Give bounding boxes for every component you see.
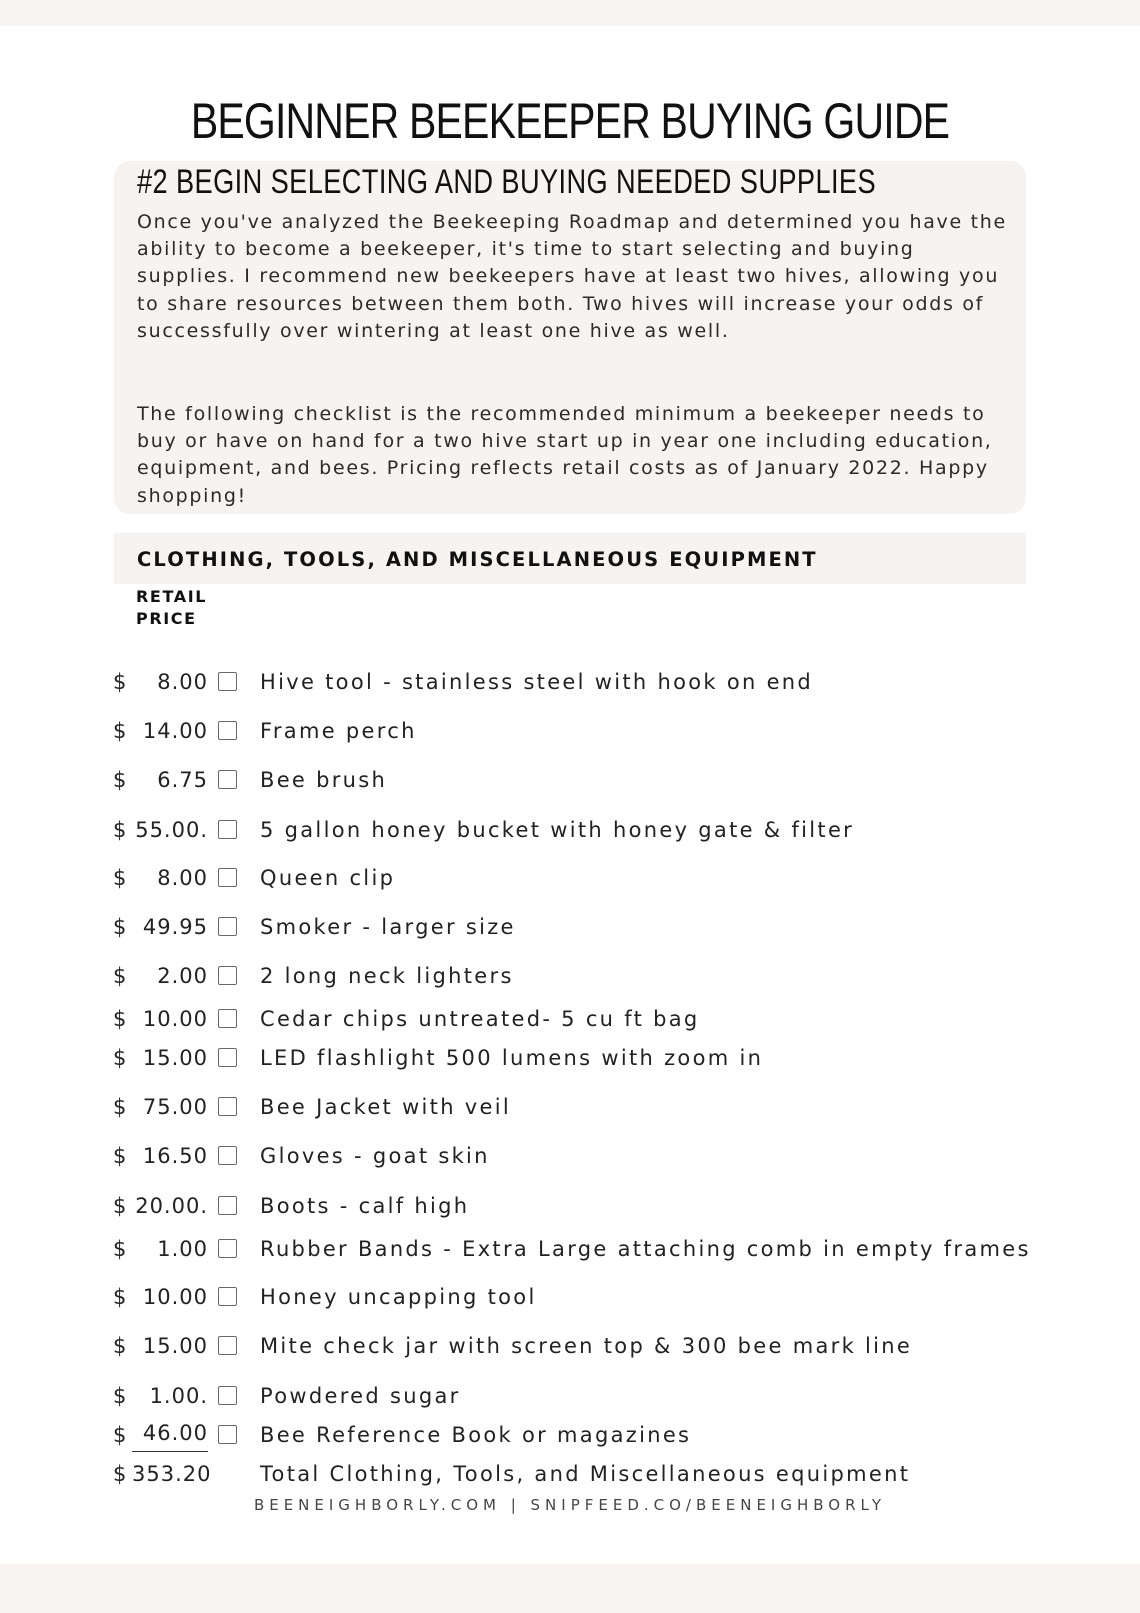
checklist-row xyxy=(0,1232,1140,1266)
item-checkbox[interactable] xyxy=(218,1146,237,1165)
item-checkbox[interactable] xyxy=(218,1196,237,1215)
checklist-row xyxy=(0,1379,1140,1413)
checklist-row xyxy=(0,1090,1140,1124)
item-price: 8.00 xyxy=(157,866,208,890)
item-checkbox[interactable] xyxy=(218,1336,237,1355)
item-price: 55.00. xyxy=(135,818,208,842)
currency-symbol: $ xyxy=(113,1285,127,1309)
item-price: 15.00 xyxy=(142,1046,208,1070)
item-price: 2.00 xyxy=(157,964,208,988)
item-label: Bee Reference Book or magazines xyxy=(260,1423,692,1447)
item-price: 15.00 xyxy=(142,1334,208,1358)
currency-symbol: $ xyxy=(113,964,127,988)
item-price: 1.00. xyxy=(149,1384,208,1408)
checklist-row xyxy=(0,959,1140,993)
currency-symbol: $ xyxy=(113,670,127,694)
currency-symbol: $ xyxy=(113,915,127,939)
checklist-row xyxy=(0,1041,1140,1075)
item-checkbox[interactable] xyxy=(218,917,237,936)
item-label: Bee brush xyxy=(260,768,388,792)
retail-price-label: RETAIL PRICE xyxy=(136,587,208,628)
checklist-row xyxy=(0,813,1140,847)
item-checkbox[interactable] xyxy=(218,721,237,740)
currency-symbol: $ xyxy=(113,1095,127,1119)
item-price: 14.00 xyxy=(142,719,208,743)
item-label: 5 gallon honey bucket with honey gate & filter xyxy=(260,818,855,842)
item-label: Mite check jar with screen top & 300 bee mark line xyxy=(260,1334,913,1358)
item-label: Rubber Bands - Extra Large attaching comb in empty frames xyxy=(260,1237,1031,1261)
item-label: Queen clip xyxy=(260,866,396,890)
currency-symbol: $ xyxy=(113,768,127,792)
item-label: Bee Jacket with veil xyxy=(260,1095,512,1119)
item-price: 20.00. xyxy=(135,1194,208,1218)
currency-symbol: $ xyxy=(113,1007,127,1031)
item-label: Smoker - larger size xyxy=(260,915,516,939)
item-price: 1.00 xyxy=(157,1237,208,1261)
category-bar xyxy=(114,533,1026,584)
item-label: Boots - calf high xyxy=(260,1194,470,1218)
item-checkbox[interactable] xyxy=(218,1097,237,1116)
item-checkbox[interactable] xyxy=(218,1239,237,1258)
checklist-row xyxy=(0,1139,1140,1173)
intro-box xyxy=(114,161,1026,514)
currency-symbol: $ xyxy=(113,1237,127,1261)
currency-symbol: $ xyxy=(113,866,127,890)
item-checkbox[interactable] xyxy=(218,1287,237,1306)
checklist-row xyxy=(0,1002,1140,1036)
item-checkbox[interactable] xyxy=(218,966,237,985)
item-price: 10.00 xyxy=(142,1285,208,1309)
item-price: 46.00 xyxy=(132,1418,208,1452)
currency-symbol: $ xyxy=(113,1046,127,1070)
currency-symbol: $ xyxy=(113,1423,127,1447)
checklist-row xyxy=(0,665,1140,699)
item-checkbox[interactable] xyxy=(218,1386,237,1405)
item-price: 16.50 xyxy=(142,1144,208,1168)
checklist-row xyxy=(0,1189,1140,1223)
checklist-row xyxy=(0,1280,1140,1314)
page-title: BEGINNER BEEKEEPER BUYING GUIDE xyxy=(190,93,950,149)
item-checkbox[interactable] xyxy=(218,1009,237,1028)
item-label: Honey uncapping tool xyxy=(260,1285,537,1309)
currency-symbol: $ xyxy=(113,1462,127,1486)
total-price: 353.20 xyxy=(132,1462,212,1486)
item-checkbox[interactable] xyxy=(218,1048,237,1067)
currency-symbol: $ xyxy=(113,1144,127,1168)
item-price: 75.00 xyxy=(142,1095,208,1119)
item-label: Hive tool - stainless steel with hook on end xyxy=(260,670,814,694)
category-title: CLOTHING, TOOLS, AND MISCELLANEOUS EQUIPMENT xyxy=(137,548,818,571)
item-label: Frame perch xyxy=(260,719,417,743)
footer-links: BEENEIGHBORLY.COM | SNIPFEED.CO/BEENEIGHBORLY xyxy=(253,1496,887,1514)
section-heading: #2 BEGIN SELECTING AND BUYING NEEDED SUPPLIES xyxy=(137,163,877,201)
checklist-row xyxy=(0,714,1140,748)
total-row xyxy=(0,1457,1140,1491)
item-label: 2 long neck lighters xyxy=(260,964,514,988)
checklist-row xyxy=(0,861,1140,895)
item-label: Powdered sugar xyxy=(260,1384,461,1408)
checklist-row xyxy=(0,763,1140,797)
item-checkbox[interactable] xyxy=(218,1425,237,1444)
intro-paragraph-1: Once you've analyzed the Beekeeping Roadmap and determined you have the ability to become a beekeeper, it's time to start selecting and buying supplies. I recommend new beekeepers have at least two hives, allowing you to share resources between them both. Two hives will increase your odds of successfully over wintering at least one hive as well. xyxy=(137,211,1007,342)
item-price: 6.75 xyxy=(157,768,208,792)
checklist-row xyxy=(0,1329,1140,1363)
checklist-row xyxy=(0,910,1140,944)
item-label: Cedar chips untreated- 5 cu ft bag xyxy=(260,1007,700,1031)
item-label: Gloves - goat skin xyxy=(260,1144,490,1168)
item-checkbox[interactable] xyxy=(218,820,237,839)
item-checkbox[interactable] xyxy=(218,672,237,691)
currency-symbol: $ xyxy=(113,1384,127,1408)
item-price: 10.00 xyxy=(142,1007,208,1031)
item-checkbox[interactable] xyxy=(218,770,237,789)
currency-symbol: $ xyxy=(113,719,127,743)
currency-symbol: $ xyxy=(113,1334,127,1358)
checklist-row xyxy=(0,1418,1140,1452)
item-price: 49.95 xyxy=(142,915,208,939)
intro-paragraph-2: The following checklist is the recommended minimum a beekeeper needs to buy or have on hand for a two hive start up in year one including education, equipment, and bees. Pricing reflects retail costs as of January 2022. Happy shopping! xyxy=(137,403,993,507)
item-price: 8.00 xyxy=(157,670,208,694)
item-label: LED flashlight 500 lumens with zoom in xyxy=(260,1046,764,1070)
currency-symbol: $ xyxy=(113,818,127,842)
total-label: Total Clothing, Tools, and Miscellaneous equipment xyxy=(260,1462,911,1486)
item-checkbox[interactable] xyxy=(218,868,237,887)
currency-symbol: $ xyxy=(113,1194,127,1218)
